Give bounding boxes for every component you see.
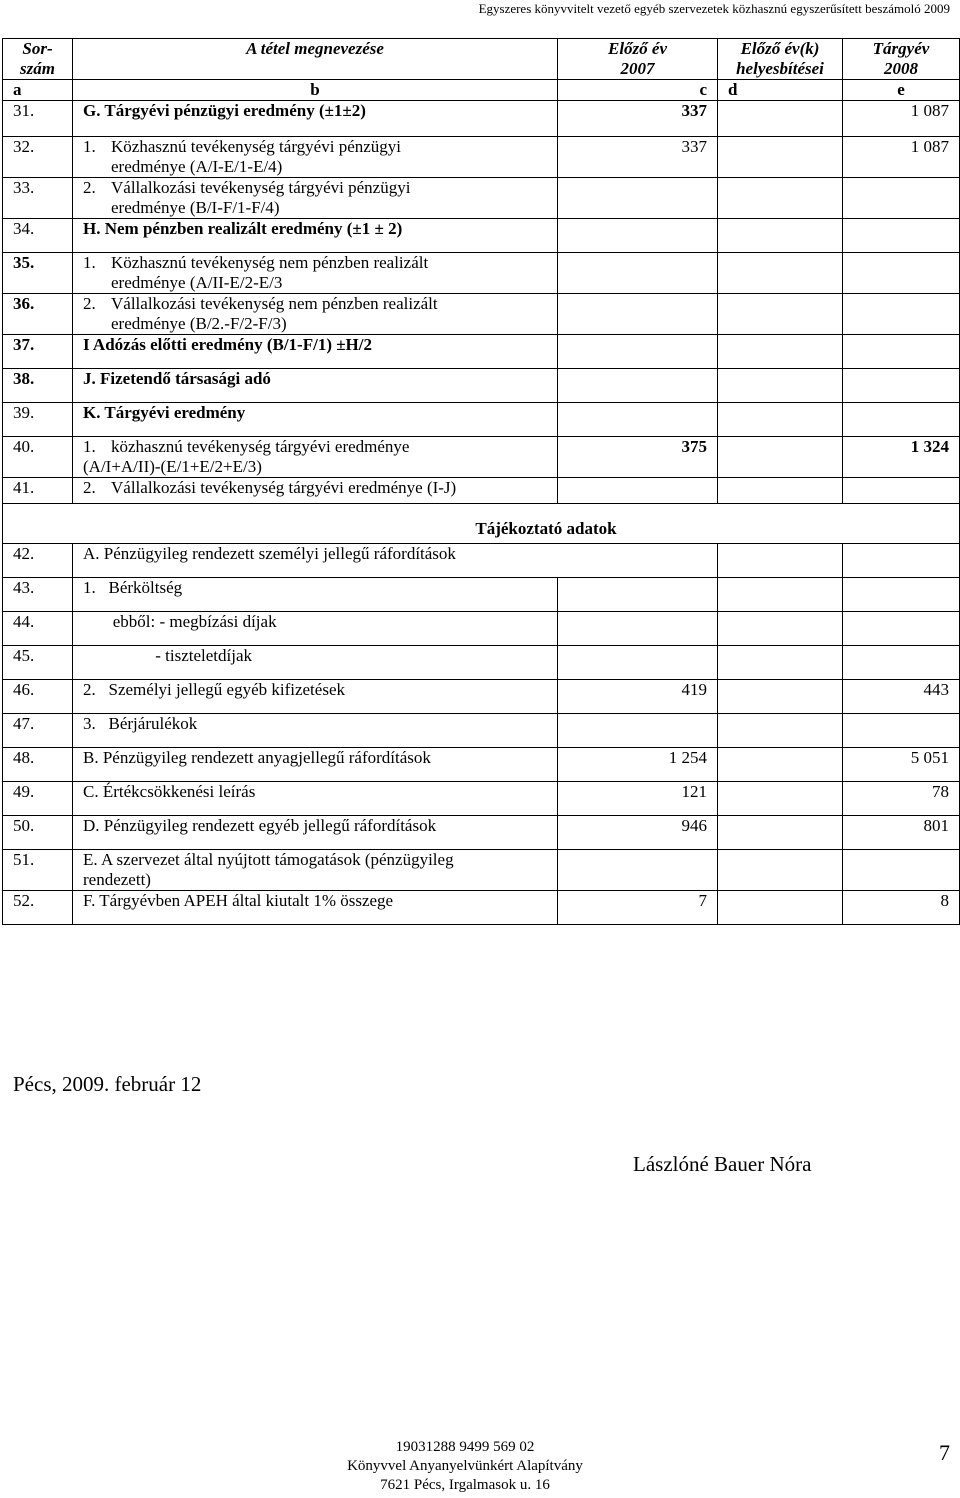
row-adj [718,646,843,680]
row-prev: 121 [558,782,718,816]
header-name: A tétel megnevezése [73,39,558,80]
row-adj [718,891,843,925]
column-letter-row [3,80,960,101]
row-label: 2. Személyi jellegű egyéb kifizetések [73,680,558,714]
row-adj [718,369,843,403]
row-adj [718,101,843,137]
row-curr [843,335,960,369]
row-no: 51. [3,850,73,891]
table-row [3,403,960,437]
row-curr [843,294,960,335]
table-row [3,137,960,178]
row-label: I Adózás előtti eredmény (B/1-F/1) ±H/2 [73,335,558,369]
table-row [3,178,960,219]
table-row [3,646,960,680]
row-adj [718,612,843,646]
row-adj [718,294,843,335]
row-no: 36. [3,294,73,335]
row-curr: 443 [843,680,960,714]
page-footer [0,1438,930,1495]
table-row [3,219,960,253]
table-row [3,850,960,891]
row-prev [558,294,718,335]
footer-tax-number: 19031288 9499 569 02 [395,1439,535,1455]
row-no: 46. [3,680,73,714]
row-label: E. A szervezet által nyújtott támogatások (pénzügyileg rendezett) [73,850,558,891]
row-curr [843,578,960,612]
table-header-row [3,39,960,80]
row-prev [558,646,718,680]
table-row [3,714,960,748]
row-label: F. Tárgyévben APEH által kiutalt 1% összege [73,891,558,925]
row-label: 2. Vállalkozási tevékenység tárgyévi eredménye (I-J) [73,478,558,504]
row-label: 3. Bérjárulékok [73,714,558,748]
table-row [3,294,960,335]
row-adj [718,850,843,891]
row-prev [558,578,718,612]
row-adj [718,137,843,178]
row-no: 44. [3,612,73,646]
row-adj [718,578,843,612]
table-row [3,478,960,504]
row-label: C. Értékcsökkenési leírás [73,782,558,816]
row-no: 41. [3,478,73,504]
row-adj [718,178,843,219]
row-label: 1. Bérköltség [73,578,558,612]
row-label: G. Tárgyévi pénzügyi eredmény (±1±2) [73,101,558,137]
row-adj [718,544,843,578]
row-no: 40. [3,437,73,478]
row-prev: 419 [558,680,718,714]
row-prev [558,219,718,253]
row-label: 1. Közhasznú tevékenység tárgyévi pénzügyi eredménye (A/I-E/1-E/4) [73,137,558,178]
table-row [3,748,960,782]
row-prev: 337 [558,101,718,137]
row-label: D. Pénzügyileg rendezett egyéb jellegű ráfordítások [73,816,558,850]
row-adj [718,478,843,504]
row-label: - tiszteletdíjak [73,646,558,680]
table-row [3,891,960,925]
row-label: K. Tárgyévi eredmény [73,403,558,437]
row-adj [718,680,843,714]
row-prev: 337 [558,137,718,178]
row-no: 39. [3,403,73,437]
row-curr [843,714,960,748]
row-label: 1. Közhasznú tevékenység nem pénzben realizált eredménye (A/II-E/2-E/3 [73,253,558,294]
row-prev: 7 [558,891,718,925]
header-adjustments: Előző év(k) helyesbítései [718,39,843,80]
row-no: 49. [3,782,73,816]
row-no: 42. [3,544,73,578]
row-label: 1. közhasznú tevékenység tárgyévi eredménye (A/I+A/II)-(E/1+E/2+E/3) [73,437,558,478]
row-label: ebből: - megbízási díjak [73,612,558,646]
running-header: Egyszeres könyvvitelt vezető egyéb szervezetek közhasznú egyszerűsített beszámoló 2009 [478,1,950,16]
table-row [3,578,960,612]
row-label: B. Pénzügyileg rendezett anyagjellegű ráfordítások [73,748,558,782]
row-no: 35. [3,253,73,294]
row-no: 38. [3,369,73,403]
row-prev: 375 [558,437,718,478]
table-row [3,335,960,369]
header-prev-year: Előző év 2007 [558,39,718,80]
row-no: 47. [3,714,73,748]
row-curr: 8 [843,891,960,925]
row-prev: 1 254 [558,748,718,782]
table-row [3,369,960,403]
row-no: 52. [3,891,73,925]
row-curr [843,253,960,294]
row-adj [718,403,843,437]
row-adj [718,782,843,816]
row-prev [558,612,718,646]
row-no: 31. [3,101,73,137]
signatory-name: Lászlóné Bauer Nóra [633,1152,812,1176]
row-adj [718,219,843,253]
footer-address: 7621 Pécs, Irgalmasok u. 16 [380,1477,550,1493]
letter-e: e [843,80,960,101]
row-no: 45. [3,646,73,680]
row-adj [718,253,843,294]
row-curr: 1 087 [843,137,960,178]
row-prev [558,850,718,891]
row-curr: 1 087 [843,101,960,137]
row-label: 2. Vállalkozási tevékenység tárgyévi pénzügyi eredménye (B/I-F/1-F/4) [73,178,558,219]
row-curr: 5 051 [843,748,960,782]
header-row-no: Sor- szám [3,39,73,80]
row-adj [718,816,843,850]
letter-d: d [718,80,843,101]
row-no: 34. [3,219,73,253]
row-curr [843,369,960,403]
row-no: 33. [3,178,73,219]
row-no: 43. [3,578,73,612]
row-label: H. Nem pénzben realizált eredmény (±1 ± 2) [73,219,558,253]
info-title: Tájékoztató adatok [3,504,960,544]
row-adj [718,748,843,782]
table-row [3,101,960,137]
table-row [3,680,960,714]
row-curr [843,544,960,578]
row-prev [558,253,718,294]
row-prev: 946 [558,816,718,850]
letter-c: c [558,80,718,101]
row-curr [843,646,960,680]
table-row [3,544,960,578]
row-no: 32. [3,137,73,178]
row-curr: 1 324 [843,437,960,478]
row-label: 2. Vállalkozási tevékenység nem pénzben realizált eredménye (B/2.-F/2-F/3) [73,294,558,335]
row-prev [558,369,718,403]
financial-report-table [2,38,960,925]
row-adj [718,437,843,478]
row-prev [558,403,718,437]
letter-b: b [73,80,558,101]
row-label: A. Pénzügyileg rendezett személyi jellegű ráfordítások [73,544,718,578]
row-adj [718,335,843,369]
row-prev [558,714,718,748]
header-current-year: Tárgyév 2008 [843,39,960,80]
row-curr [843,478,960,504]
table-row [3,612,960,646]
row-no: 37. [3,335,73,369]
row-label: J. Fizetendő társasági adó [73,369,558,403]
info-title-row [3,504,960,544]
row-curr [843,612,960,646]
row-curr: 78 [843,782,960,816]
row-prev [558,478,718,504]
row-curr [843,178,960,219]
row-prev [558,335,718,369]
table-row [3,437,960,478]
footer-organization: Könyvvel Anyanyelvünkért Alapítvány [347,1458,583,1474]
row-curr: 801 [843,816,960,850]
row-curr [843,403,960,437]
row-no: 48. [3,748,73,782]
page-number: 7 [939,1440,950,1465]
letter-a: a [3,80,73,101]
table-row [3,816,960,850]
table-row [3,253,960,294]
row-curr [843,850,960,891]
table-row [3,782,960,816]
place-and-date: Pécs, 2009. február 12 [13,1072,202,1096]
row-no: 50. [3,816,73,850]
row-adj [718,714,843,748]
row-curr [843,219,960,253]
row-prev [558,178,718,219]
